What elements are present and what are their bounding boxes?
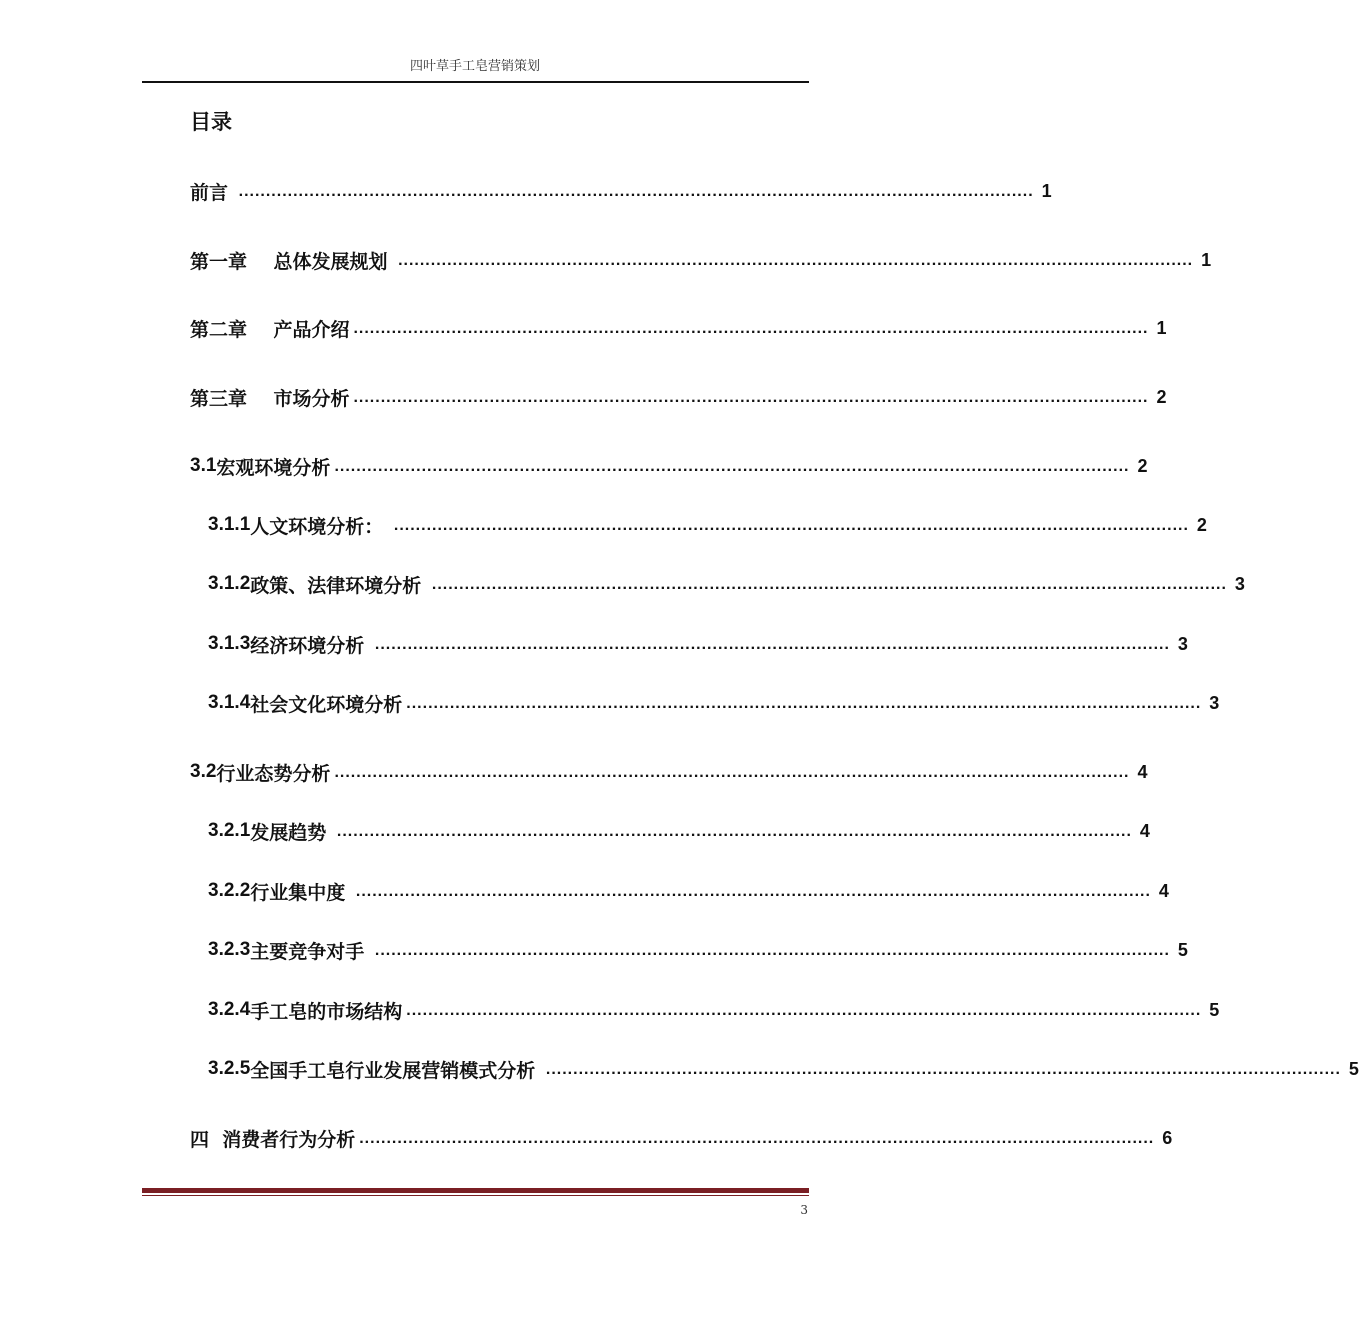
toc-section-number: 3.1.1 (208, 514, 251, 535)
toc-section-number: 3.2 (190, 761, 217, 782)
toc-section-number: 3.1.3 (208, 633, 251, 654)
toc-section-number: 3.2.4 (208, 999, 251, 1020)
toc-entry-text: 发展趋势 (250, 821, 333, 844)
toc-leader-dots: .................................................................................................................................................. (355, 883, 1151, 900)
toc-entry-chapter-2[interactable] (190, 313, 1167, 343)
toc-entry-text: 主要竞争对手 (250, 940, 371, 963)
toc-entry-3-2-2[interactable] (208, 876, 1169, 906)
toc-leader-dots: .................................................................................................................................................. (238, 183, 1034, 200)
toc-entry-text: 经济环境分析 (250, 634, 371, 657)
toc-section-number: 3.2.3 (208, 939, 251, 960)
toc-entry-text: 行业态势分析 (216, 762, 331, 785)
toc-entry-text: 前言 (190, 181, 235, 204)
toc-section-number: 3.2.1 (208, 820, 251, 841)
toc-entry-text: 手工皂的市场结构 (250, 1000, 403, 1023)
toc-entry-3-1-3[interactable] (208, 629, 1188, 659)
toc-entry-text: 第一章 总体发展规划 (190, 250, 395, 273)
toc-leader-dots: .................................................................................................................................................. (334, 458, 1130, 475)
footer-page-number: 3 (800, 1203, 808, 1217)
toc-heading: 目录 (190, 110, 232, 134)
toc-entry-chapter-3[interactable] (190, 382, 1167, 412)
toc-section-number: 3.2.5 (208, 1058, 251, 1079)
toc-page-number: 2 (1156, 386, 1167, 407)
toc-section-number: 3.1 (190, 455, 217, 476)
toc-entry-preface[interactable] (190, 176, 1052, 206)
toc-leader-dots: .................................................................................................................................................. (545, 1061, 1341, 1078)
toc-leader-dots: .................................................................................................................................................. (336, 823, 1132, 840)
toc-page-number: 4 (1158, 880, 1169, 901)
toc-entry-3-1-1[interactable] (208, 510, 1207, 540)
toc-page-number: 1 (1041, 180, 1052, 201)
toc-entry-3-1-4[interactable] (208, 688, 1220, 718)
toc-leader-dots: .................................................................................................................................................. (398, 252, 1194, 269)
toc-page-number: 4 (1137, 761, 1148, 782)
toc-page-number: 3 (1209, 692, 1220, 713)
toc-page-number: 3 (1177, 633, 1188, 654)
toc-page-number: 4 (1139, 820, 1150, 841)
toc-page-number: 2 (1196, 514, 1207, 535)
toc-entry-3-2-1[interactable] (208, 816, 1150, 846)
toc-page-number: 1 (1201, 249, 1212, 270)
toc-page-number: 6 (1162, 1127, 1173, 1148)
toc-entry-text: 宏观环境分析 (216, 456, 331, 479)
running-header-title: 四叶草手工皂营销策划 (409, 59, 540, 74)
toc-entry-chapter-4[interactable] (190, 1123, 1173, 1153)
footer-rule (142, 1188, 809, 1193)
toc-entry-text: 人文环境分析： (250, 515, 390, 538)
toc-entry-text: 全国手工皂行业发展营销模式分析 (250, 1059, 542, 1082)
toc-entry-text: 四 消费者行为分析 (190, 1128, 356, 1151)
toc-entry-text: 第三章 市场分析 (190, 387, 350, 410)
toc-page-number: 3 (1234, 573, 1245, 594)
toc-leader-dots: .................................................................................................................................................. (406, 695, 1202, 712)
toc-page-number: 2 (1137, 455, 1148, 476)
toc-leader-dots: .................................................................................................................................................. (431, 576, 1227, 593)
toc-entry-3-2[interactable] (190, 757, 1148, 787)
toc-leader-dots: .................................................................................................................................................. (374, 636, 1170, 653)
toc-leader-dots: .................................................................................................................................................. (393, 517, 1189, 534)
toc-entry-text: 社会文化环境分析 (250, 693, 403, 716)
toc-entry-text: 行业集中度 (250, 881, 352, 904)
toc-entry-3-2-4[interactable] (208, 995, 1220, 1025)
toc-section-number: 3.1.4 (208, 692, 251, 713)
toc-entry-3-2-3[interactable] (208, 935, 1188, 965)
toc-entry-text: 政策、法律环境分析 (250, 574, 428, 597)
toc-leader-dots: .................................................................................................................................................. (374, 942, 1170, 959)
footer-rule-thin (142, 1195, 809, 1196)
header-rule (142, 81, 809, 83)
toc-leader-dots: .................................................................................................................................................. (406, 1002, 1202, 1019)
toc-page-number: 5 (1209, 999, 1220, 1020)
toc-leader-dots: .................................................................................................................................................. (353, 389, 1149, 406)
toc-entry-chapter-1[interactable] (190, 245, 1212, 275)
toc-entry-3-2-5[interactable] (208, 1054, 1359, 1084)
toc-entry-3-1[interactable] (190, 451, 1148, 481)
toc-section-number: 3.2.2 (208, 880, 251, 901)
toc-page-number: 5 (1348, 1058, 1359, 1079)
toc-entry-text: 第二章 产品介绍 (190, 318, 350, 341)
toc-leader-dots: .................................................................................................................................................. (359, 1130, 1155, 1147)
toc-leader-dots: .................................................................................................................................................. (353, 320, 1149, 337)
toc-leader-dots: .................................................................................................................................................. (334, 764, 1130, 781)
toc-entry-3-1-2[interactable] (208, 569, 1245, 599)
toc-section-number: 3.1.2 (208, 573, 251, 594)
toc-page-number: 1 (1156, 317, 1167, 338)
toc-page-number: 5 (1177, 939, 1188, 960)
